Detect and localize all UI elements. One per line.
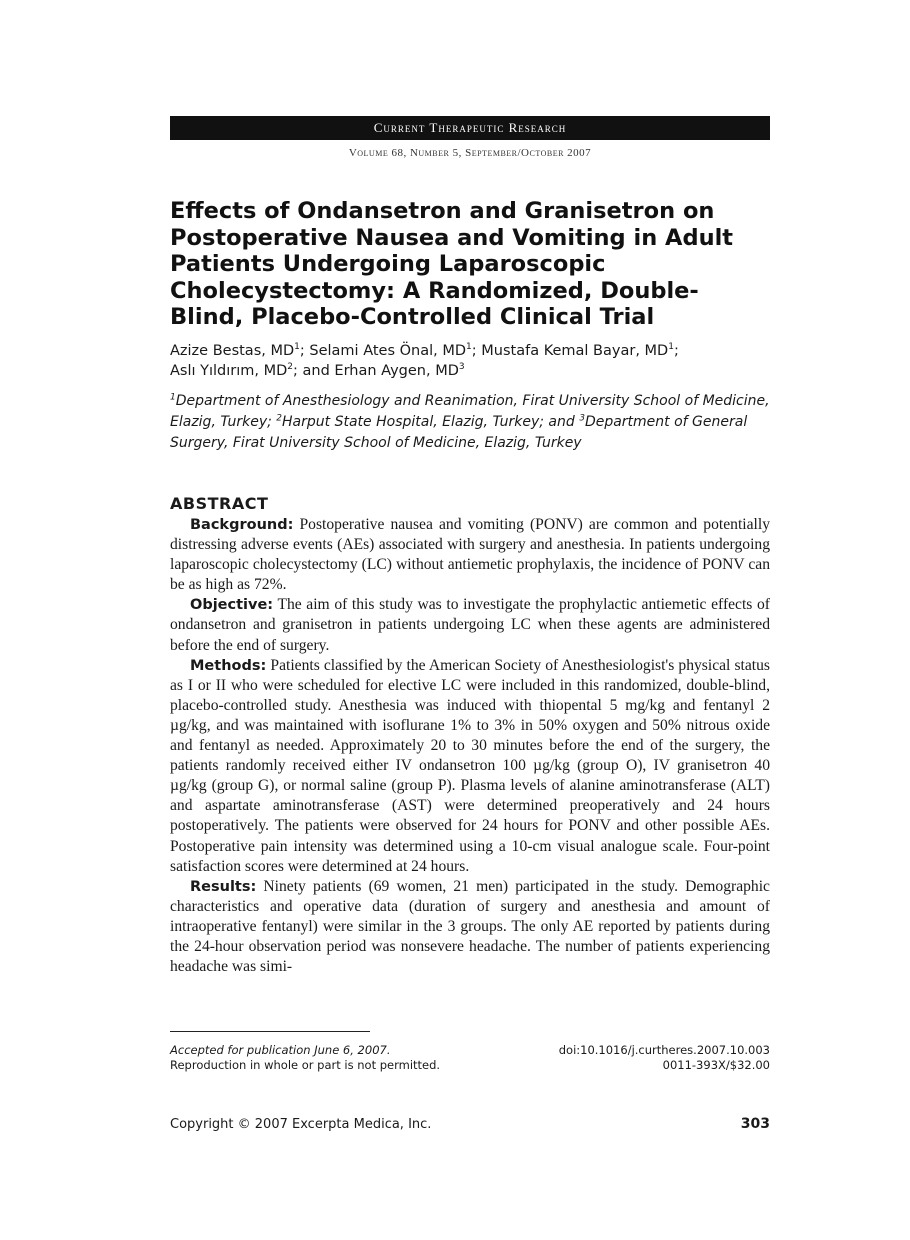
footnote-rule: [170, 1031, 370, 1032]
journal-name-banner: Current Therapeutic Research: [170, 116, 770, 140]
accepted-date: Accepted for publication June 6, 2007.: [170, 1043, 391, 1057]
abstract-body: [170, 515, 770, 977]
author: Aslı Yıldırım, $MD^2$; and: [170, 362, 335, 379]
footnote-left: [170, 1043, 500, 1073]
article-title: Effects of Ondansetron and Granisetron on Postoperative Nausea and Vomiting in Adult Patients Undergoing Laparoscopic Cholecystectomy: A Randomized, Double-Blind, Placebo-Controlled Clinical Trial: [170, 198, 734, 330]
abstract-heading: ABSTRACT: [170, 494, 269, 513]
abstract-methods: Methods: Patients classified by the American Society of Anesthesiologist's physical status as I or II who were scheduled for elective LC were included in this randomized, double-blind, placebo-controlled study. Anesthesia was induced with thiopental 5 mg/kg and fentanyl 2 µg/kg, and was maintained with isoflurane 1% to 3% in 50% oxygen and 50% nitrous oxide and fentanyl as needed. Approximately 20 to 30 minutes before the end of the surgery, the patients randomly received either IV ondansetron 100 µg/kg (group O), IV granisetron 40 µg/kg (group G), or normal saline (group P). Plasma levels of alanine aminotransferase (ALT) and aspartate aminotransferase (AST) were determined preoperatively and 24 hours postoperatively. The patients were observed for 24 hours for PONV and other possible AEs. Postoperative pain intensity was determined using a 10-cm visual analogue scale. Four-point satisfaction scores were determined at 24 hours.: [170, 656, 770, 875]
doi: doi:10.1016/j.curtheres.2007.10.003: [558, 1043, 770, 1057]
affiliation: $^2$Harput State Hospital, Elazig, Turkey; and: [276, 413, 580, 430]
abstract-objective: Objective: The aim of this study was to investigate the prophylactic antiemetic effects of ondansetron and granisetron in patients undergoing LC when these agents are administered before the end of surgery.: [170, 596, 770, 654]
affiliation: $^1$Department of Anesthesiology and Reanimation, Firat University School of Medicine, Elazig, Turkey;: [170, 392, 770, 430]
issue-line: Volume 68, Number 5, September/October 2007: [348, 147, 592, 159]
abstract-background: Background: Postoperative nausea and vomiting (PONV) are common and potentially distressing adverse events (AEs) associated with surgery and anesthesia. In patients undergoing laparoscopic cholecystectomy (LC) without antiemetic prophylaxis, the incidence of PONV can be as high as 72%.: [170, 516, 770, 594]
affiliation: $^3$Department of General Surgery, Firat University School of Medicine, Elazig, Turkey: [170, 413, 748, 451]
affiliations: [170, 391, 770, 454]
issn-price: 0011-393X/$32.00: [662, 1058, 770, 1072]
author: Selami Ates Önal, $MD^1$;: [309, 342, 482, 359]
author: Azize Bestas, $MD^1$;: [170, 342, 310, 359]
abstract-results: Results: Ninety patients (69 women, 21 men) participated in the study. Demographic characteristics and operative data (duration of surgery and anesthesia and amount of intraoperative fentanyl) were similar in the 3 groups. The only AE reported by patients during the 24-hour observation period was nonsevere headache. The number of patients experiencing headache was simi-: [170, 877, 770, 976]
author-list: [170, 341, 770, 381]
reproduction-notice: Reproduction in whole or part is not permitted.: [170, 1058, 441, 1072]
footnote-right: [500, 1043, 770, 1073]
copyright-line: Copyright © 2007 Excerpta Medica, Inc.: [170, 1117, 432, 1132]
page-number: 303: [740, 1116, 770, 1132]
author: Erhan Aygen, $MD^3$: [334, 362, 465, 379]
author: Mustafa Kemal Bayar, $MD^1$;: [481, 342, 679, 359]
